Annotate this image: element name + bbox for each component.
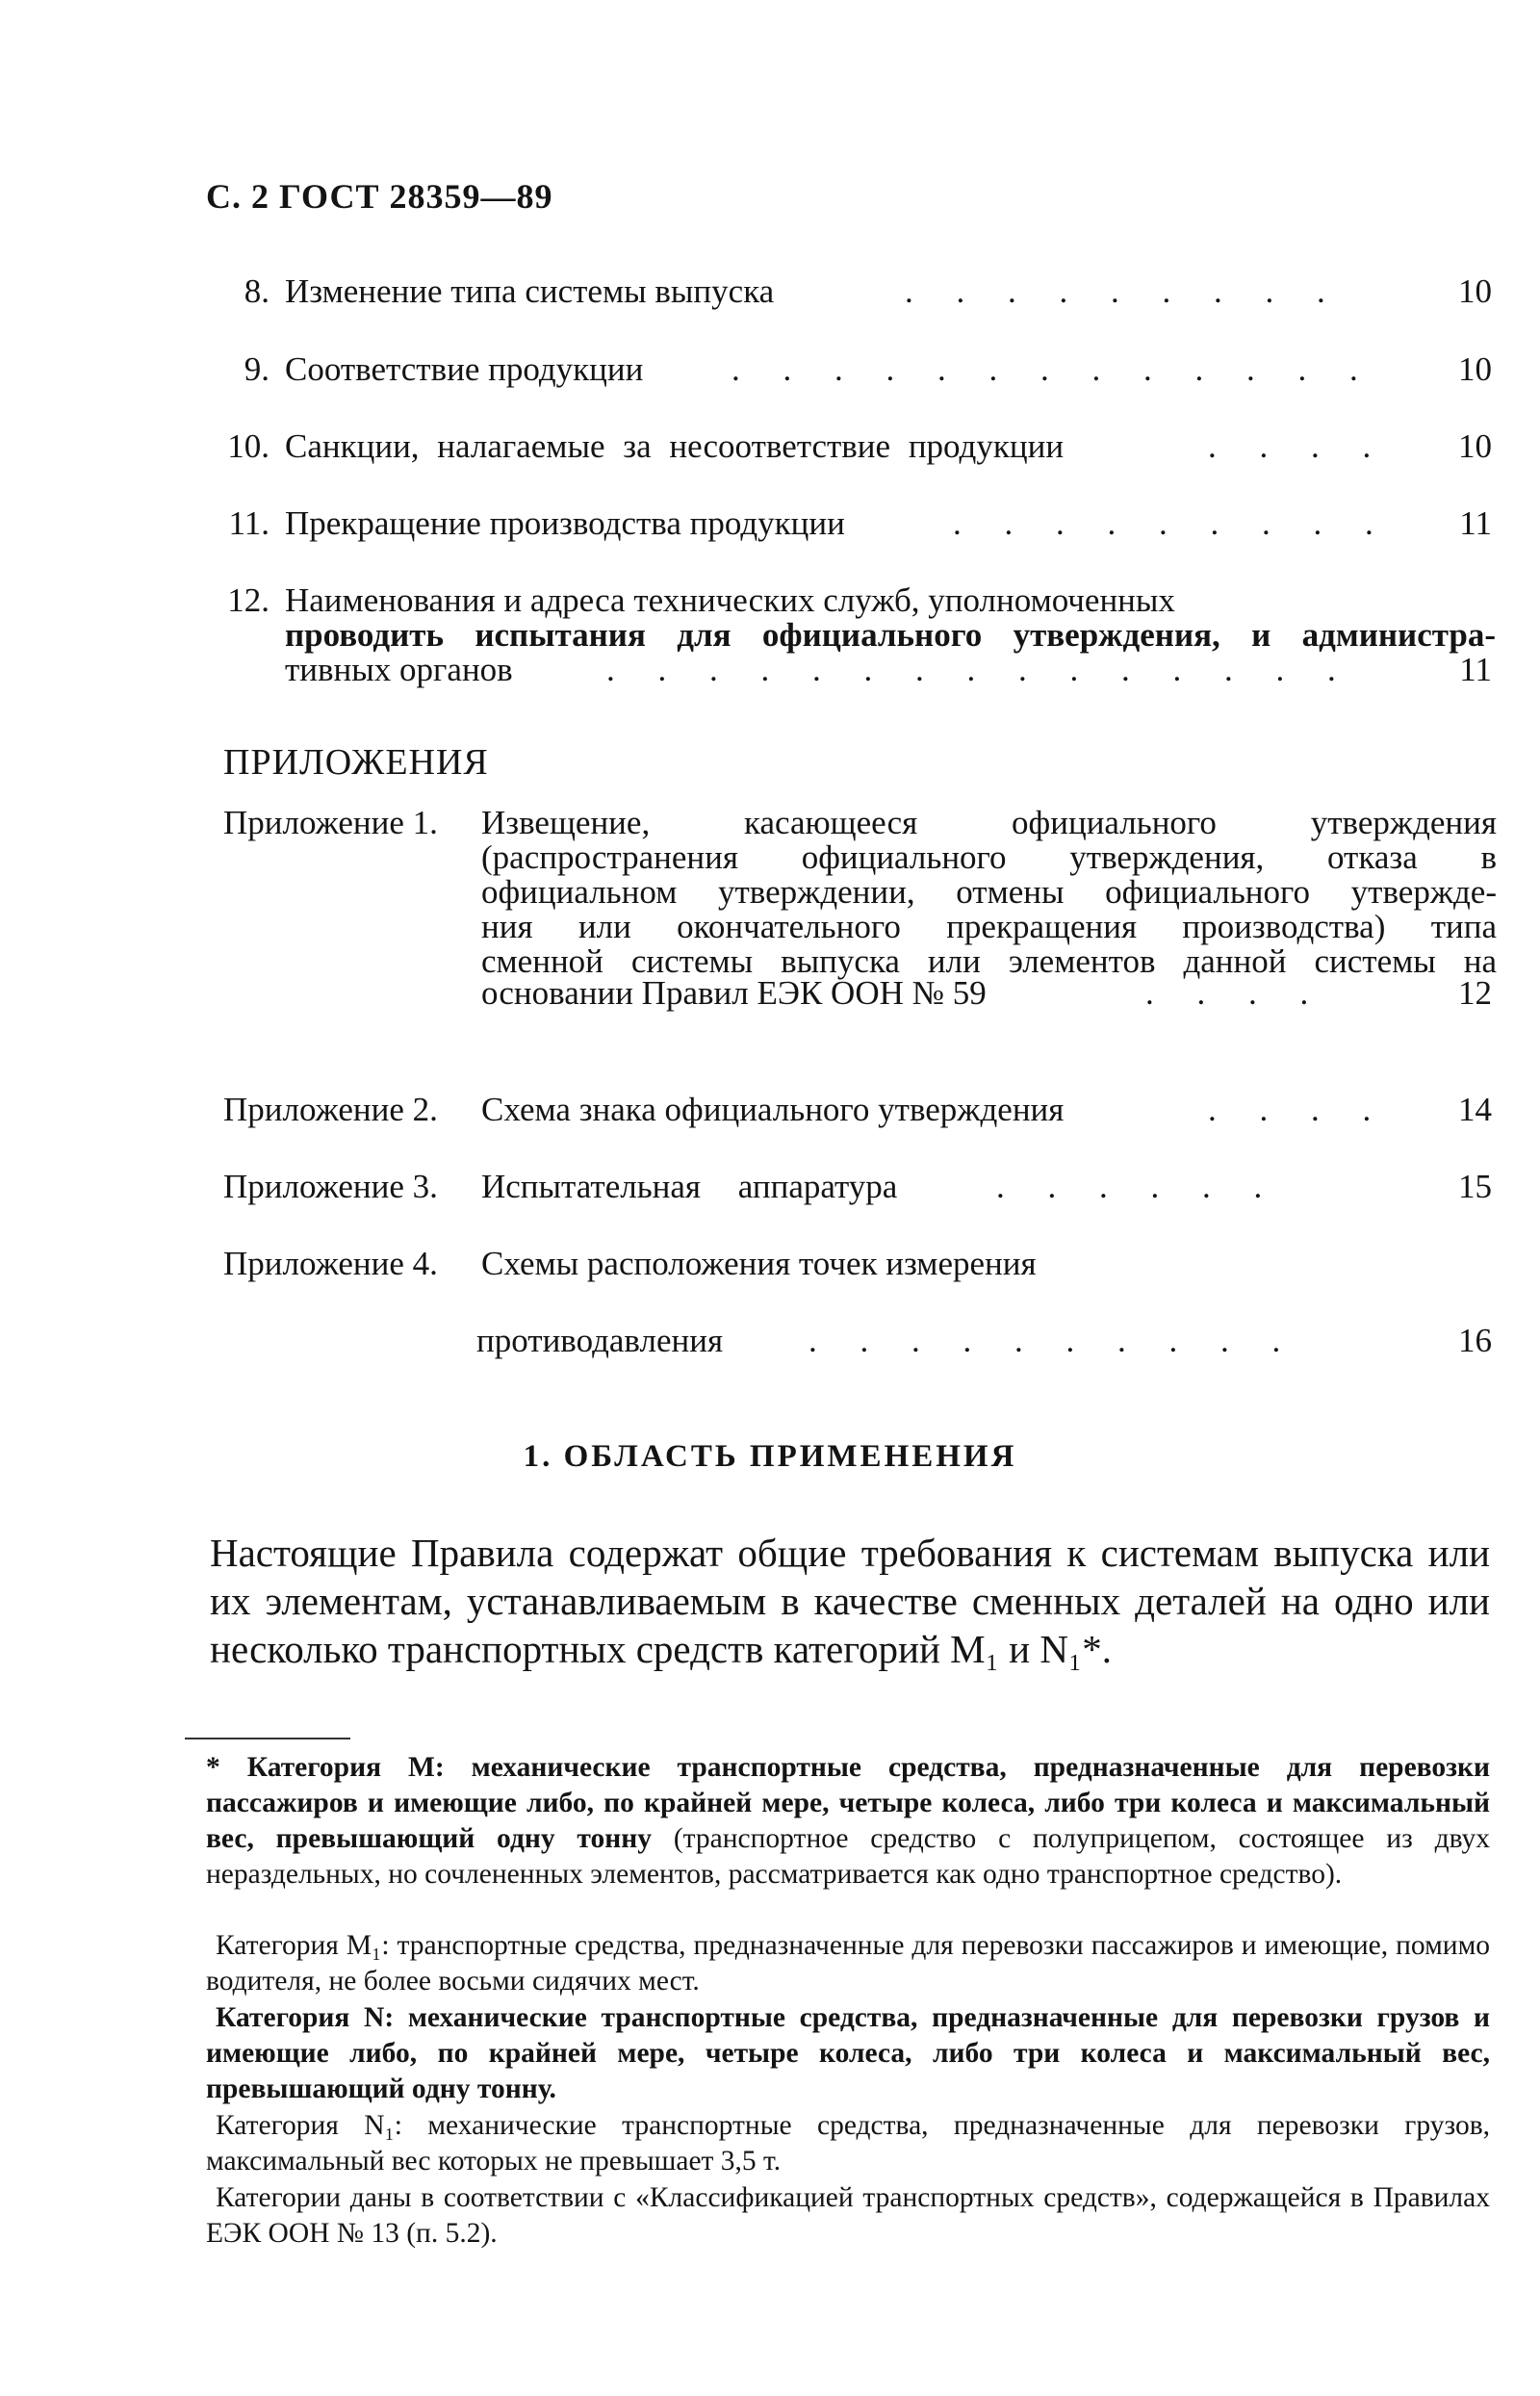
toc-leader-dots: . . . . . . . . . . . . . . . [606,651,1353,688]
toc-page-number: 11 [1459,651,1492,688]
footnote-category-m-bold: * Категория М: механические транспортные средства, предназначенные для перевозки пассажиров и имеющие либо, по крайней мере, четыре колеса, либо три колеса и максимальный вес, превышающий одну тонну [206,1752,1490,1854]
toc-leader-dots: . . . . . . . . . . . . . [732,350,1375,388]
toc-page-number: 11 [1459,504,1492,542]
toc-leader-dots: . . . . . . [996,1168,1280,1205]
appendix-line: Испытательная аппаратура [481,1168,898,1205]
toc-number: 10. [227,427,270,465]
toc-leader-dots: . . . . [1145,974,1326,1012]
appendix-line: противодавления [476,1322,724,1359]
toc-number: 8. [244,272,270,310]
toc-leader-dots: . . . . [1208,427,1389,465]
toc-title: Прекращение производства продукции [285,504,845,542]
toc-page-number: 14 [1458,1091,1492,1128]
appendix-line: Схема знака официального утверждения [481,1091,1065,1128]
footnote-category-n1: Категория N₁: механические транспортные средства, предназначенные для перевозки грузов, максимальный вес которых не превышает 3,5 т. [206,2110,1490,2177]
toc-title: Изменение типа системы выпуска [285,272,775,310]
toc-title-line: тивных органов [285,651,513,688]
toc-page-number: 12 [1458,974,1492,1012]
toc-leader-dots: . . . . . . . . . [953,504,1391,542]
toc-number: 12. [227,581,270,619]
appendix-line: Схемы расположения точек измерения [481,1245,1037,1282]
toc-number: 11. [228,504,270,542]
toc-title: Соответствие продукции [285,350,644,388]
footnote-classification: Категории даны в соответствии с «Классификацией транспортных средств», содержащейся в Правилах ЕЭК ООН № 13 (п. 5.2). [206,2182,1490,2249]
footnote-category-m [206,1750,1490,1893]
toc-page-number: 10 [1458,350,1492,388]
footnote-divider [185,1738,350,1739]
appendix-line: основании Правил ЕЭК ООН № 59 [481,974,987,1012]
footnote-category-m1: Категория M₁: транспортные средства, предназначенные для перевозки пассажиров и имеющие, помимо водителя, не более восьми сидячих мест. [206,1930,1490,1997]
appendix-line: сменной системы выпуска или элементов данной системы на [481,942,1497,980]
toc-page-number: 15 [1458,1168,1492,1205]
appendix-line: Извещение, касающееся официального утверждения [481,804,1497,841]
appendices-heading: ПРИЛОЖЕНИЯ [223,742,489,783]
toc-title: Санкции, налагаемые за несоответствие продукции [285,427,1065,465]
appendix-label: Приложение 4. [223,1245,438,1282]
appendix-line: ния или окончательного прекращения производства) типа [481,908,1497,945]
toc-title-line: проводить испытания для официального утверждения, и администра- [285,616,1496,654]
appendix-line: официальном утверждении, отмены официального утвержде- [481,873,1497,911]
appendix-line: (распространения официального утверждения, отказа в [481,838,1497,876]
page-header: С. 2 ГОСТ 28359—89 [206,177,553,216]
toc-leader-dots: . . . . . . . . . . [808,1322,1298,1359]
footnote-category-m-rest: (транспортное средство с полуприцепом, состоящее из двух нераздельных, но сочлененных элементов, рассматривается как одно транспортное средство). [206,1823,1490,1890]
toc-title-line: Наименования и адреса технических служб, уполномоченных [285,581,1175,619]
appendix-label: Приложение 3. [223,1168,438,1205]
toc-leader-dots: . . . . [1208,1091,1389,1128]
toc-leader-dots: . . . . . . . . . [905,272,1343,310]
appendix-label: Приложение 2. [223,1091,438,1128]
toc-number: 9. [244,350,270,388]
appendix-label: Приложение 1. [223,804,438,841]
footnote-category-n: Категория N: механические транспортные средства, предназначенные для перевозки грузов и имеющие либо, по крайней мере, четыре колеса, либо три колеса и максимальный вес, превышающий одну тонну. [206,2002,1490,2104]
toc-page-number: 16 [1458,1322,1492,1359]
toc-page-number: 10 [1458,272,1492,310]
toc-page-number: 10 [1458,427,1492,465]
section-title: 1. ОБЛАСТЬ ПРИМЕНЕНИЯ [523,1439,1017,1474]
body-paragraph: Настоящие Правила содержат общие требования к системам выпуска или их элементам, устанавливаемым в качестве сменных деталей на одно или несколько транспортных средств категорий M₁ и N₁*. [210,1531,1490,1671]
